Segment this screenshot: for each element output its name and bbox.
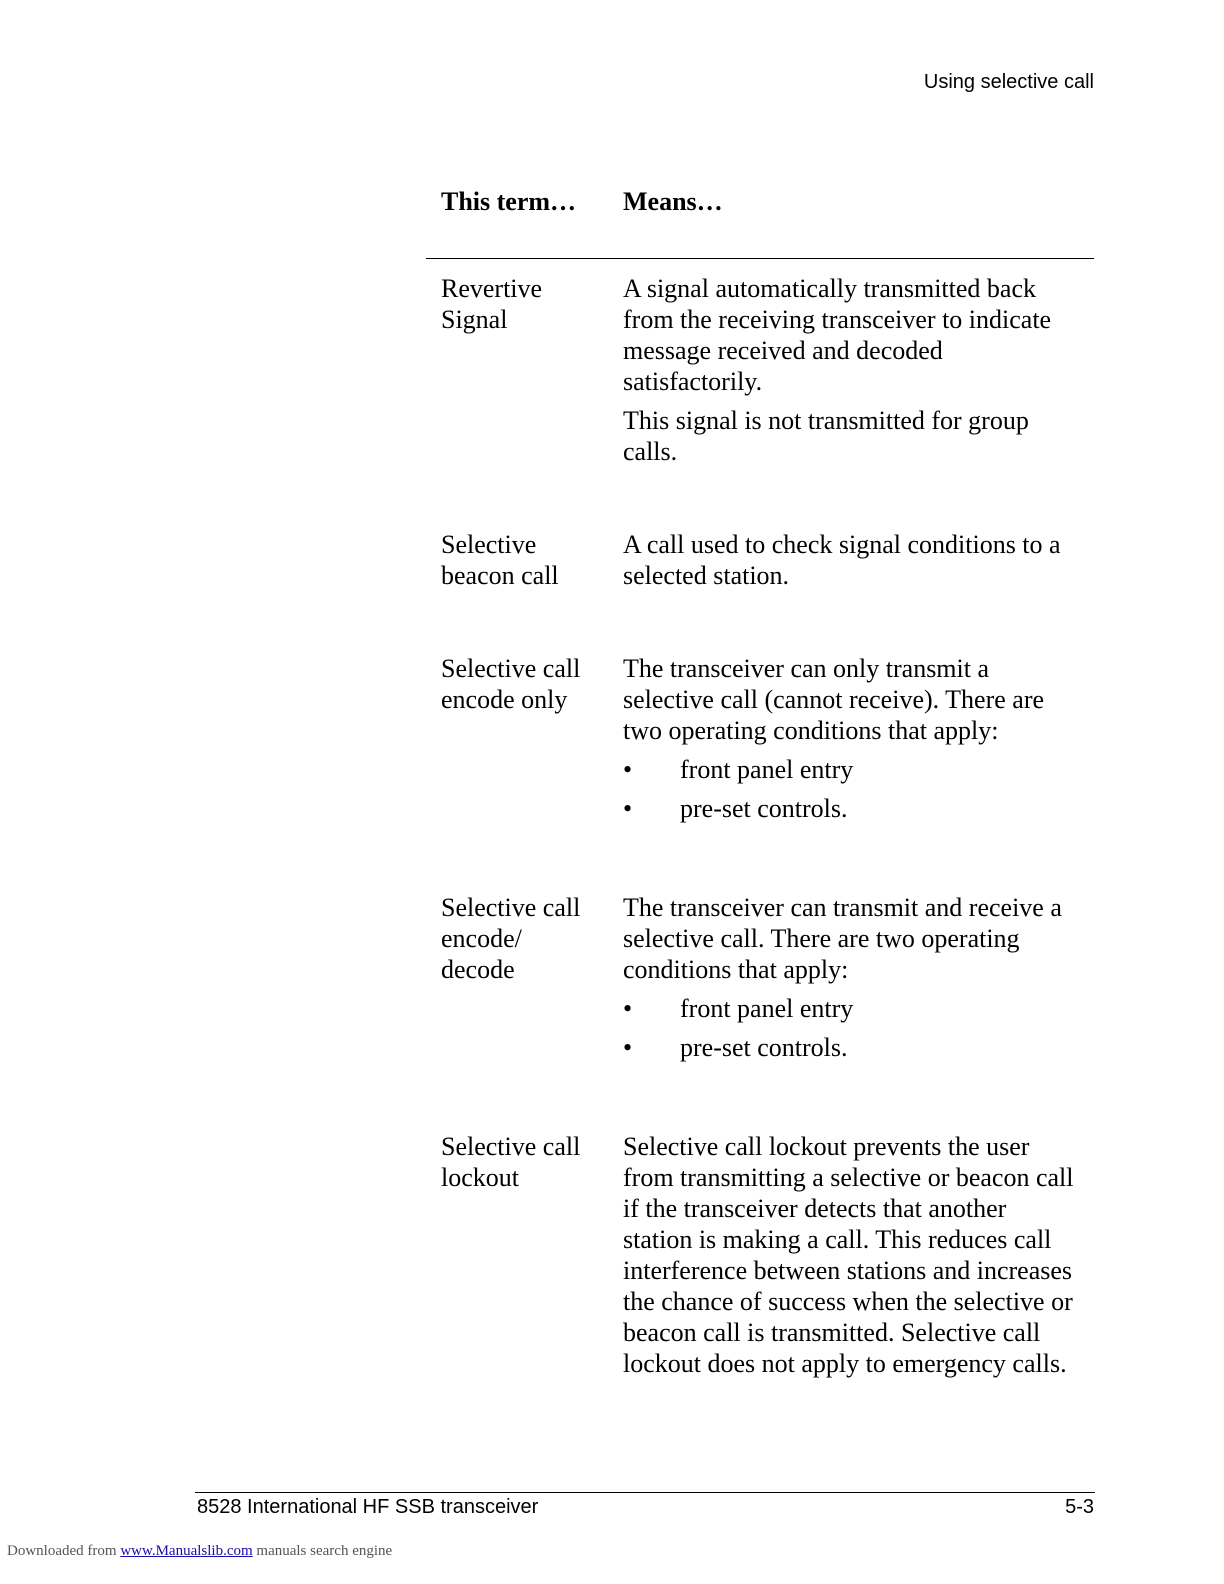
bullet-list	[623, 754, 1094, 832]
term-line: Selective	[441, 530, 537, 559]
meaning-line: A call used to check signal conditions to a	[623, 530, 1061, 559]
meaning-line: Selective call lockout prevents the user	[623, 1132, 1030, 1161]
meaning-cell	[608, 892, 1094, 1071]
meaning-line: if the transceiver detects that another	[623, 1194, 1007, 1223]
term-line: decode	[441, 955, 515, 984]
bullet-text: front panel entry	[680, 755, 854, 784]
term-cell	[426, 653, 608, 832]
download-note	[7, 1541, 392, 1561]
footer-page-number: 5-3	[1065, 1496, 1094, 1518]
term-cell	[426, 892, 608, 1071]
table-row	[426, 273, 1094, 467]
meaning-line: selected station.	[623, 561, 790, 590]
term-line: Selective call	[441, 1132, 581, 1161]
term-line: encode/	[441, 924, 522, 953]
term-line: beacon call	[441, 561, 559, 590]
bullet-item	[623, 993, 1094, 1032]
term-cell	[426, 273, 608, 467]
term-line: Signal	[441, 305, 508, 334]
term-cell	[426, 529, 608, 591]
bullet-dot-icon: •	[623, 794, 633, 823]
meaning-line: station is making a call. This reduces call	[623, 1225, 1052, 1254]
meaning-line: The transceiver can transmit and receive a	[623, 893, 1062, 922]
meaning-line: calls.	[623, 437, 678, 466]
meaning-paragraph	[623, 273, 1094, 397]
meaning-line: The transceiver can only transmit a	[623, 654, 990, 683]
footer-rule	[195, 1492, 1095, 1493]
meaning-line: satisfactorily.	[623, 367, 763, 396]
table-row	[426, 529, 1094, 591]
term-line: lockout	[441, 1163, 519, 1192]
bullet-dot-icon: •	[623, 1033, 633, 1062]
bullet-text: front panel entry	[680, 994, 854, 1023]
column-heading-term: This term…	[441, 187, 577, 216]
meaning-line: This signal is not transmitted for group	[623, 406, 1029, 435]
meaning-cell	[608, 653, 1094, 832]
meaning-line: beacon call is transmitted. Selective call	[623, 1318, 1041, 1347]
meaning-line: from transmitting a selective or beacon call	[623, 1163, 1074, 1192]
meaning-paragraph	[623, 529, 1094, 591]
bullet-item	[623, 1032, 1094, 1071]
meaning-line: selective call (cannot receive). There are	[623, 685, 1045, 714]
meaning-paragraph	[623, 892, 1094, 985]
meaning-line: two operating conditions that apply:	[623, 716, 999, 745]
table-row	[426, 653, 1094, 832]
meaning-line: interference between stations and increases	[623, 1256, 1073, 1285]
running-header: Using selective call	[923, 71, 1094, 93]
column-heading-meaning: Means…	[623, 187, 723, 216]
term-line: Selective call	[441, 893, 581, 922]
download-suffix: manuals search engine	[252, 1543, 393, 1559]
bullet-item	[623, 754, 1094, 793]
meaning-line: the chance of success when the selective or	[623, 1287, 1073, 1316]
glossary-table	[426, 186, 1094, 1379]
meaning-line: message received and decoded	[623, 336, 943, 365]
meaning-paragraph	[623, 405, 1094, 467]
bullet-text: pre-set controls.	[680, 794, 848, 823]
meaning-line: selective call. There are two operating	[623, 924, 1020, 953]
meaning-paragraph	[623, 653, 1094, 746]
term-line: encode only	[441, 685, 568, 714]
footer-product-title: 8528 International HF SSB transceiver	[197, 1496, 539, 1518]
meaning-line: A signal automatically transmitted back	[623, 274, 1037, 303]
bullet-list	[623, 993, 1094, 1071]
meaning-paragraph	[623, 1131, 1094, 1379]
meaning-line: lockout does not apply to emergency calls.	[623, 1349, 1067, 1378]
bullet-text: pre-set controls.	[680, 1033, 848, 1062]
bullet-dot-icon: •	[623, 755, 633, 784]
table-body	[426, 273, 1094, 1379]
meaning-line: conditions that apply:	[623, 955, 849, 984]
table-header-row	[426, 186, 1094, 259]
table-row	[426, 1131, 1094, 1379]
meaning-line: from the receiving transceiver to indicate	[623, 305, 1052, 334]
meaning-cell	[608, 273, 1094, 467]
download-prefix: Downloaded from	[7, 1543, 121, 1559]
meaning-cell	[608, 529, 1094, 591]
manualslib-link[interactable]: www.Manualslib.com	[120, 1543, 253, 1559]
bullet-dot-icon: •	[623, 994, 633, 1023]
term-cell	[426, 1131, 608, 1379]
term-line: Selective call	[441, 654, 581, 683]
bullet-item	[623, 793, 1094, 832]
meaning-cell	[608, 1131, 1094, 1379]
table-row	[426, 892, 1094, 1071]
term-line: Revertive	[441, 274, 543, 303]
